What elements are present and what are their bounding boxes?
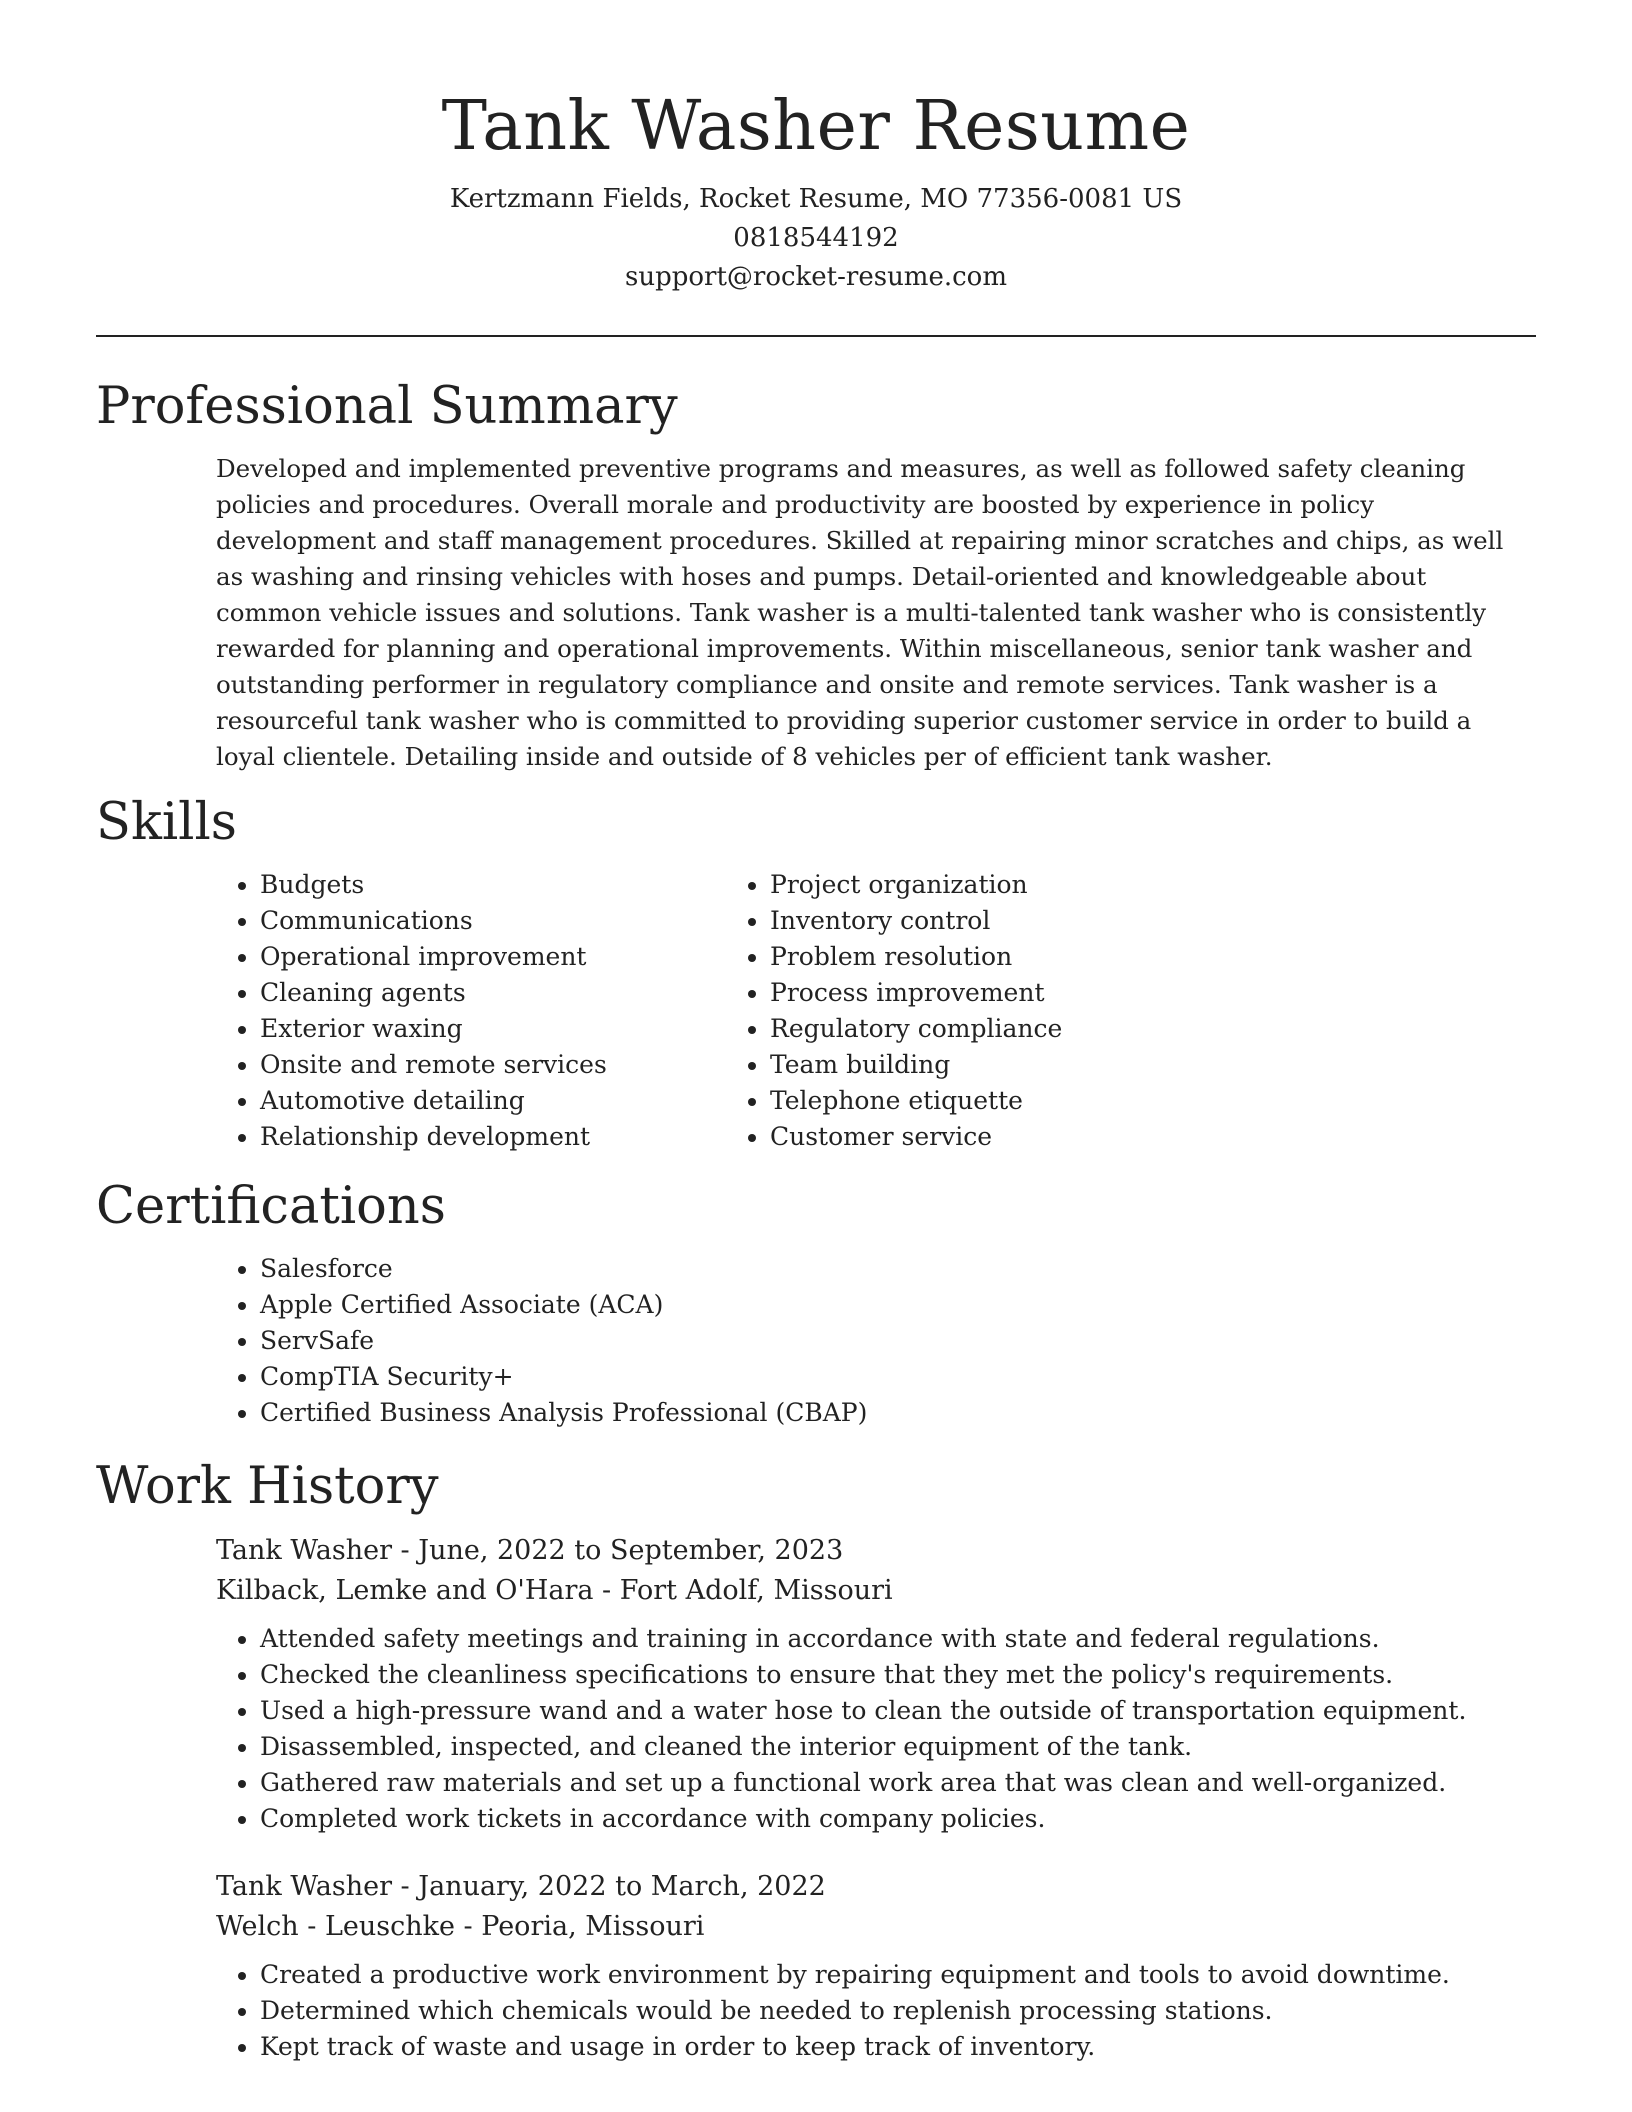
list-item: • Process improvement — [770, 975, 1256, 1011]
job-duties — [216, 1621, 1536, 1837]
list-item: • Relationship development — [260, 1119, 746, 1155]
section-heading-skills: Skills — [96, 793, 237, 852]
section-heading-summary: Professional Summary — [96, 377, 678, 436]
contact-phone: 0818544192 — [733, 223, 899, 253]
resume-page — [96, 0, 1536, 2065]
resume-title: Tank Washer Resume — [441, 87, 1191, 166]
skills-column-1 — [96, 867, 746, 1155]
contact-block — [96, 180, 1536, 297]
summary-text: Developed and implemented preventive programs and measures, as well as followed safety cleaning policies and procedures. Overall morale and productivity are boosted by experience in policy development and staff management procedures. Skilled at repairing minor scratches and chips, as well as washing and rinsing vehicles with hoses and pumps. Detail-oriented and knowledgeable about common vehicle issues and solutions. Tank washer is a multi-talented tank washer who is consistently rewarded for planning and operational improvements. Within miscellaneous, senior tank washer and outstanding performer in regulatory compliance and onsite and remote services. Tank washer is a resourceful tank washer who is committed to providing superior customer service in order to build a loyal clientele. Detailing inside and outside of 8 vehicles per of efficient tank washer. — [216, 454, 1504, 771]
list-item: • Communications — [260, 903, 746, 939]
list-item: • Attended safety meetings and training in accordance with state and federal regulations. — [260, 1621, 1536, 1657]
contact-email: support@rocket-resume.com — [624, 262, 1007, 292]
job-company: Kilback, Lemke and O'Hara - Fort Adolf, Missouri — [216, 1575, 893, 1606]
list-item: • Customer service — [770, 1119, 1256, 1155]
list-item: • Budgets — [260, 867, 746, 903]
list-item: • Cleaning agents — [260, 975, 746, 1011]
list-item: • Regulatory compliance — [770, 1011, 1256, 1047]
list-item: • Gathered raw materials and set up a functional work area that was clean and well-organized. — [260, 1765, 1536, 1801]
contact-address: Kertzmann Fields, Rocket Resume, MO 77356-0081 US — [449, 184, 1183, 214]
job-title: Tank Washer - June, 2022 to September, 2023 — [216, 1535, 844, 1566]
list-item: • Certified Business Analysis Professional (CBAP) — [260, 1395, 1536, 1431]
list-item: • Kept track of waste and usage in order to keep track of inventory. — [260, 2029, 1536, 2065]
list-item: • Salesforce — [260, 1251, 1536, 1287]
list-item: • Used a high-pressure wand and a water hose to clean the outside of transportation equipment. — [260, 1693, 1536, 1729]
list-item: • ServSafe — [260, 1323, 1536, 1359]
section-heading-work-history: Work History — [96, 1457, 439, 1516]
job-duties — [216, 1957, 1536, 2065]
list-item: • Disassembled, inspected, and cleaned the interior equipment of the tank. — [260, 1729, 1536, 1765]
job-title: Tank Washer - January, 2022 to March, 2022 — [216, 1871, 826, 1902]
list-item: • Exterior waxing — [260, 1011, 746, 1047]
list-item: • Created a productive work environment by repairing equipment and tools to avoid downtime. — [260, 1957, 1536, 1993]
list-item: • Problem resolution — [770, 939, 1256, 975]
skills-list — [96, 867, 1536, 1155]
list-item: • Inventory control — [770, 903, 1256, 939]
list-item: • Apple Certified Associate (ACA) — [260, 1287, 1536, 1323]
list-item: • Onsite and remote services — [260, 1047, 746, 1083]
certifications-list — [96, 1251, 1536, 1431]
job-entry — [216, 1531, 1536, 1837]
list-item: • Project organization — [770, 867, 1256, 903]
list-item: • Determined which chemicals would be needed to replenish processing stations. — [260, 1993, 1536, 2029]
header-divider — [96, 335, 1536, 337]
list-item: • Operational improvement — [260, 939, 746, 975]
list-item: • Completed work tickets in accordance with company policies. — [260, 1801, 1536, 1837]
section-heading-certifications: Certifications — [96, 1177, 446, 1236]
job-entry — [216, 1867, 1536, 2065]
job-company: Welch - Leuschke - Peoria, Missouri — [216, 1911, 705, 1942]
list-item: • Checked the cleanliness specifications to ensure that they met the policy's requirements. — [260, 1657, 1536, 1693]
list-item: • CompTIA Security+ — [260, 1359, 1536, 1395]
list-item: • Telephone etiquette — [770, 1083, 1256, 1119]
skills-column-2 — [746, 867, 1256, 1155]
list-item: • Team building — [770, 1047, 1256, 1083]
list-item: • Automotive detailing — [260, 1083, 746, 1119]
